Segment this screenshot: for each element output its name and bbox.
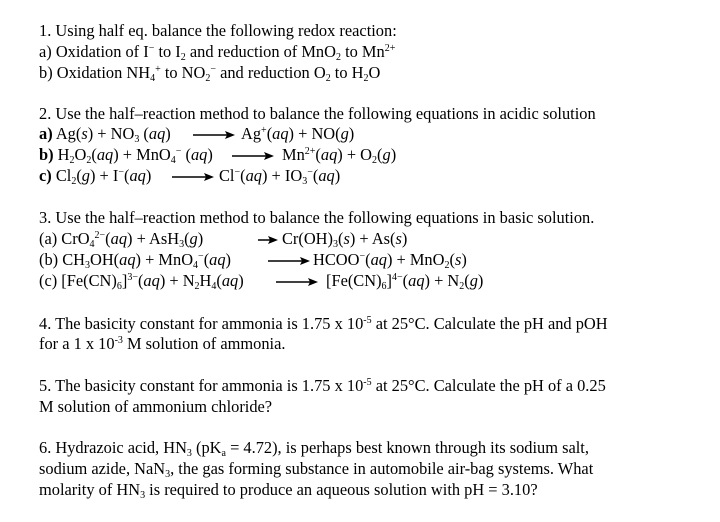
q6-line-2: sodium azide, NaN$_3$, the gas forming substance in automobile air-bag systems. What <box>39 459 594 480</box>
q1-part-a: a) Oxidation of I− to $I_2$ and reduction of MnO$_2$ to $Mn^{2+}$ <box>39 42 396 63</box>
q3-equation-a: (a) CrO$_4^{2-}$(aq) + AsH$_3$(g) <box>39 229 204 250</box>
q3-equation-c: (c) $[Fe(CN)_6]^{3-}(aq) + N_2H_4(aq)$ <box>39 271 244 292</box>
q4-line-1: 4. The basicity constant for ammonia is 1.75 x $10^{-5}$ at 25°C. Calculate the pH and pOH <box>39 314 608 333</box>
q2-equation-b: b) $H_2O_2(aq) + MnO_4^-$ (aq) <box>39 145 213 166</box>
reaction-arrow <box>193 131 235 139</box>
q2-equation-a: a) $Ag(s) + NO_3$ (aq) <box>39 124 171 145</box>
q3-equation-b-products: HCOO−(aq) + MnO$_2$(s) <box>313 250 467 271</box>
reaction-arrow <box>268 257 310 265</box>
q2-equation-a-products: Ag+(aq) + NO(g) <box>241 124 355 143</box>
q3-equation-c-products: $[Fe(CN)_6]^{4-}(aq) + N_2(g)$ <box>326 271 484 292</box>
q2-title: 2. Use the half–reaction method to balance the following equations in acidic solution <box>39 104 596 123</box>
reaction-arrow <box>258 236 278 244</box>
q6-line-3: molarity of $HN_3$ is required to produce an aqueous solution with pH = 3.10? <box>39 480 538 501</box>
q5-line-1: 5. The basicity constant for ammonia is 1.75 x $10^{-5}$ at 25°C. Calculate the pH of a 0.25 <box>39 376 606 395</box>
reaction-arrow <box>276 278 318 286</box>
q6-line-1: 6. Hydrazoic acid, $HN_3$ $(pK_a = 4.72)$, is perhaps best known through its sodium salt, <box>39 438 589 459</box>
q1-title: 1. Using half eq. balance the following redox reaction: <box>39 21 397 40</box>
reaction-arrow <box>232 152 274 160</box>
q1-part-b: b) Oxidation $NH_4^+$ to $NO_2^-$ and reduction $O_2$ to $H_2O$ <box>39 63 381 84</box>
q2-equation-c: c) $Cl_2(g) + I^-(aq)$ <box>39 166 152 187</box>
q4-line-2: for a 1 x $10^{-3}$ M solution of ammonia. <box>39 334 286 353</box>
q3-equation-b: (b) $CH_3OH(aq) + MnO_4^-(aq)$ <box>39 250 232 271</box>
reaction-arrow <box>172 173 214 181</box>
q3-title: 3. Use the half–reaction method to balance the following equations in basic solution. <box>39 208 595 227</box>
q3-equation-a-products: $Cr(OH)_3(s) + As(s)$ <box>282 229 408 250</box>
q2-equation-b-products: $Mn^{2+}(aq) + O_2(g)$ <box>282 145 397 166</box>
q5-line-2: M solution of ammonium chloride? <box>39 397 273 416</box>
q2-equation-c-products: $Cl^-(aq) + IO_3^-(aq)$ <box>219 166 341 187</box>
